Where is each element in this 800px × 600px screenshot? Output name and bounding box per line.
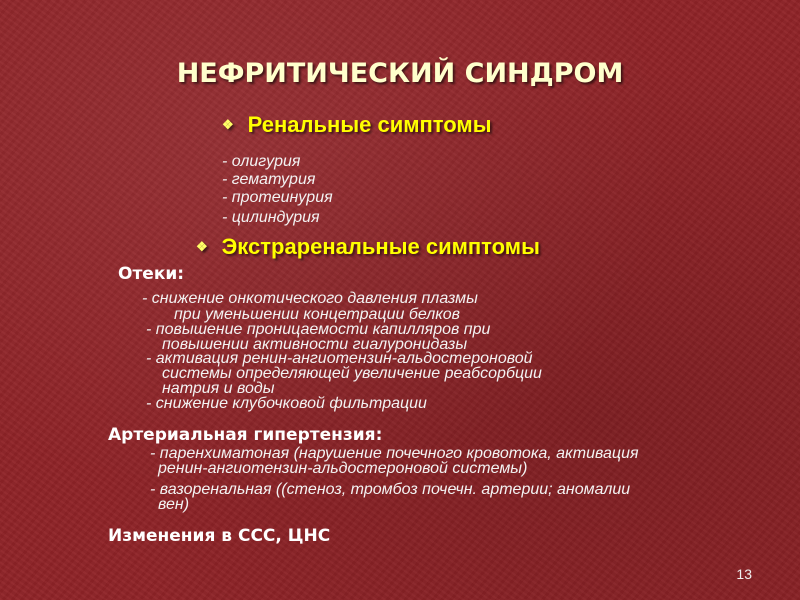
- hypertension-line: - вазоренальная ((стеноз, тромбоз почечн. артерии; аномалии: [150, 481, 631, 498]
- edema-line: при уменьшении концетрации белков: [174, 306, 461, 323]
- renal-section: [222, 112, 491, 138]
- slide-title: НЕФРИТИЧЕСКИЙ СИНДРОМ: [176, 58, 624, 89]
- edema-line: - активация ренин-ангиотензин-альдостероновой: [146, 350, 533, 367]
- edema-line: - повышение проницаемости капилляров при: [146, 321, 491, 338]
- diamond-bullet-icon: ❖: [222, 117, 234, 132]
- edema-heading: Отеки:: [118, 264, 185, 284]
- edema-line: - снижение клубочковой фильтрации: [146, 395, 427, 412]
- renal-heading: Ренальные симптомы: [247, 112, 492, 137]
- edema-line: - снижение онкотического давления плазмы: [142, 290, 478, 307]
- hypertension-line: вен): [158, 496, 190, 513]
- hypertension-line: - паренхиматоная (нарушение почечного кровотока, активация: [150, 445, 639, 462]
- edema-line: системы определяющей увеличение реабсорбции: [162, 365, 542, 382]
- edema-line: натрия и воды: [162, 380, 275, 397]
- extrarenal-heading: Экстраренальные симптомы: [221, 234, 540, 259]
- renal-item: - олигурия: [222, 153, 301, 170]
- renal-item: - протеинурия: [222, 189, 333, 206]
- hypertension-heading: Артериальная гипертензия:: [108, 425, 383, 445]
- cns-heading: Изменения в ССС, ЦНС: [108, 526, 331, 546]
- edema-line: повышении активности гиалуронидазы: [162, 336, 468, 353]
- page-number: 13: [736, 566, 752, 582]
- diamond-bullet-icon: ❖: [196, 239, 208, 254]
- extrarenal-section: [196, 234, 540, 260]
- renal-item: - гематурия: [222, 171, 316, 188]
- renal-item: - цилиндурия: [222, 209, 320, 226]
- hypertension-line: ренин-ангиотензин-альдостероновой системы): [158, 460, 528, 477]
